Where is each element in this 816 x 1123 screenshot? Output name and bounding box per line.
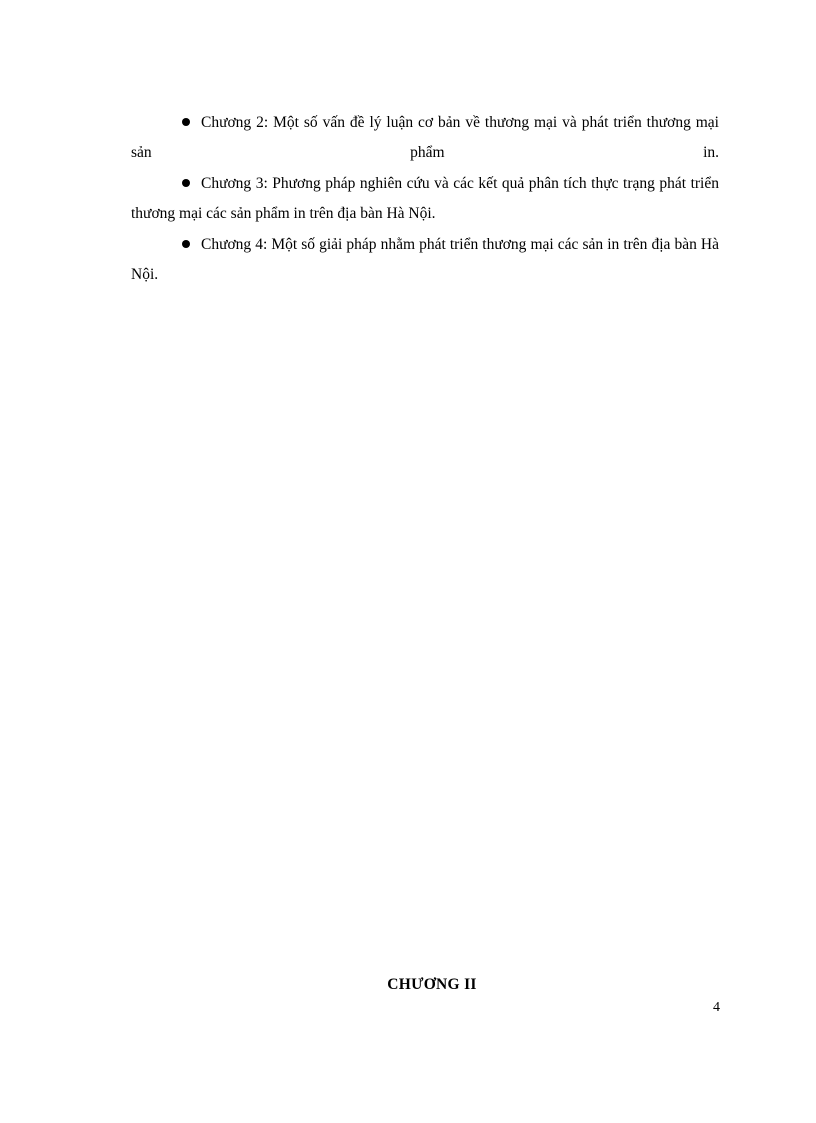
list-item-chuong-3 bbox=[131, 169, 719, 229]
list-item-text: Chương 2: Một số vấn đề lý luận cơ bản về thương mại và phát triển thương mại sản phẩm in. bbox=[131, 114, 719, 161]
list-item-chuong-4 bbox=[131, 230, 719, 290]
chapter-heading: CHƯƠNG II bbox=[387, 976, 477, 993]
list-item-text: Chương 3: Phương pháp nghiên cứu và các kết quả phân tích thực trạng phát triển thương mại các sản phẩm in trên địa bàn Hà Nội. bbox=[131, 175, 719, 222]
page-number: 4 bbox=[713, 1000, 720, 1015]
list-item-text: Chương 4: Một số giải pháp nhằm phát triển thương mại các sản in trên địa bàn Hà Nội. bbox=[131, 236, 719, 283]
bullet-icon bbox=[182, 118, 190, 126]
list-item-chuong-2 bbox=[131, 108, 719, 168]
bullet-icon bbox=[182, 240, 190, 248]
bullet-icon bbox=[182, 179, 190, 187]
chapter-outline-list bbox=[131, 108, 719, 291]
